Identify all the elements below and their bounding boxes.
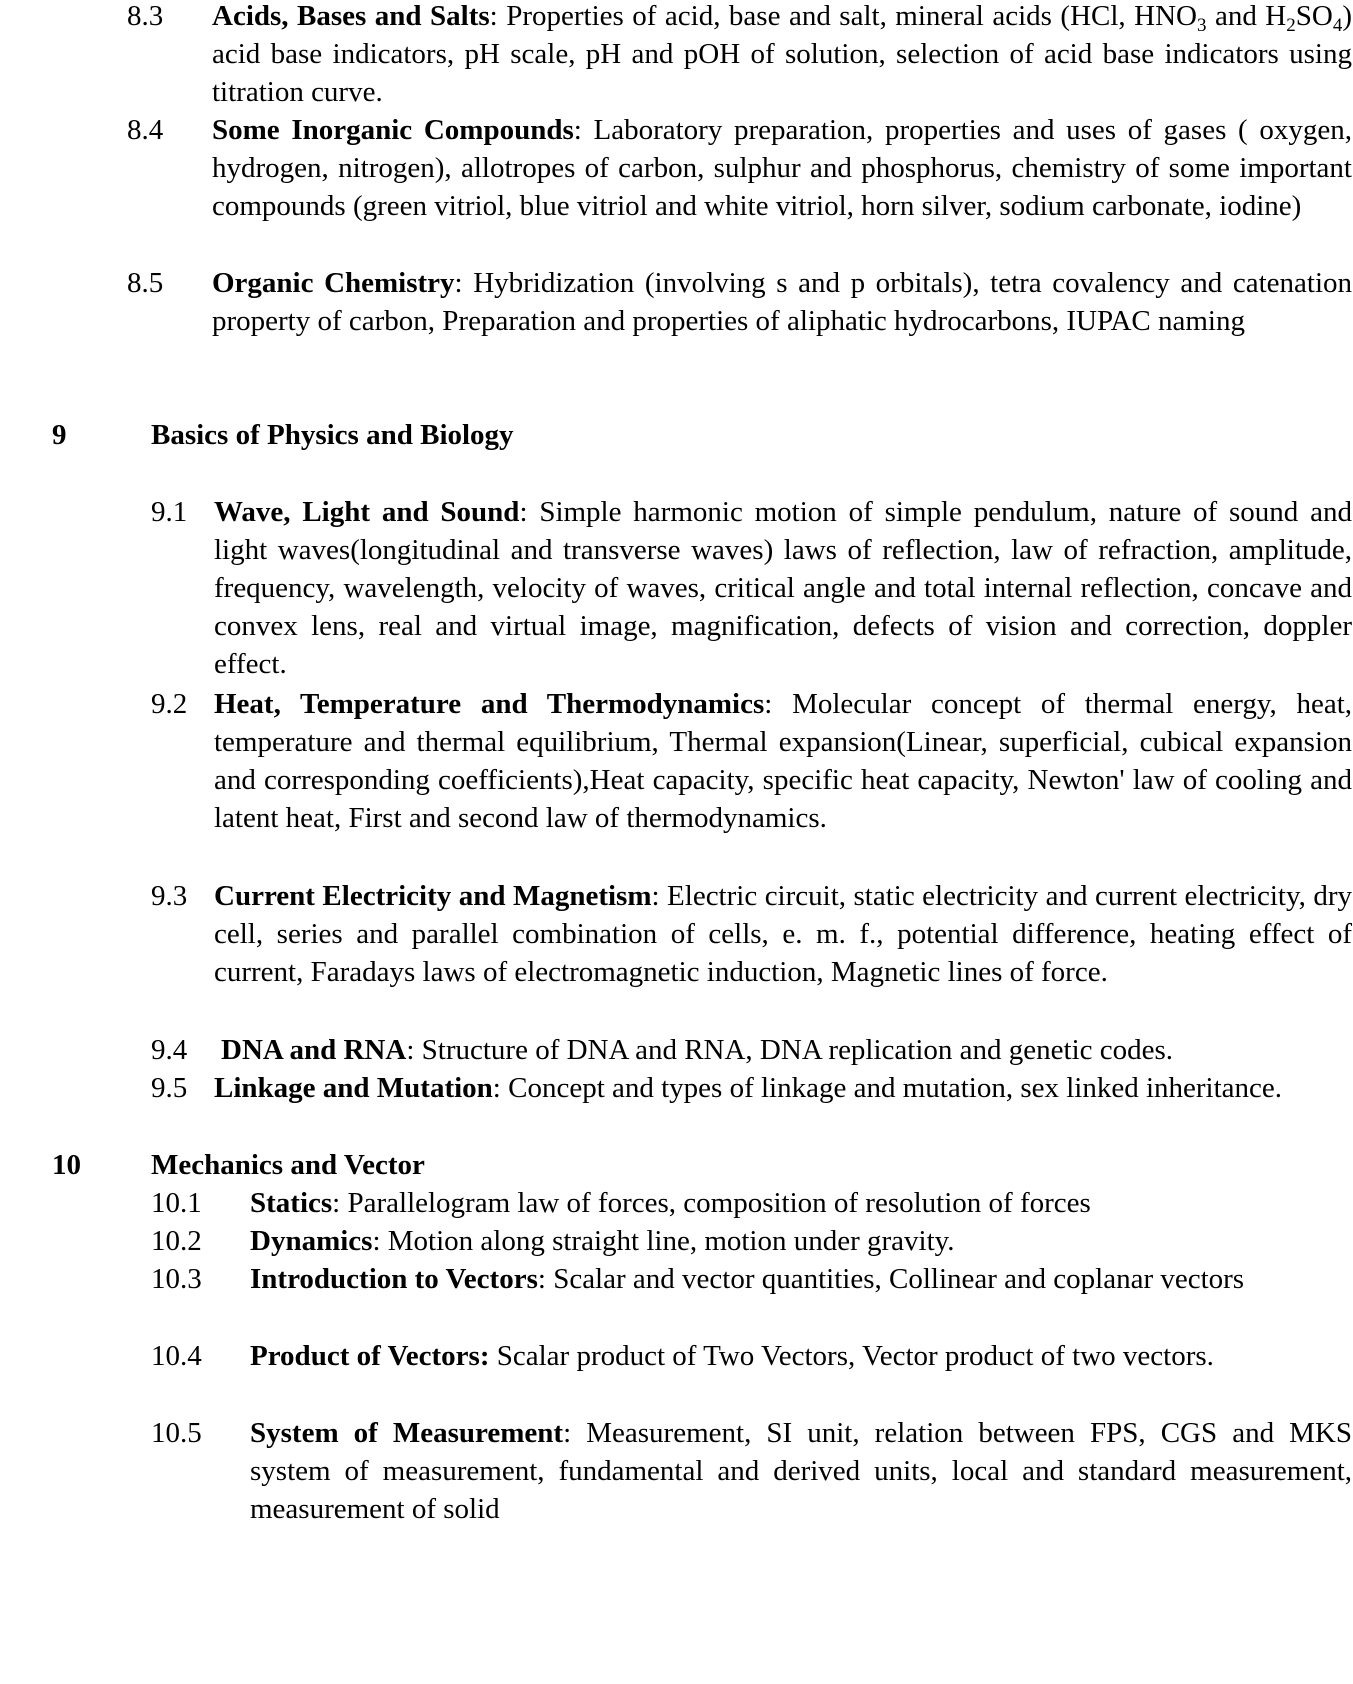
- item-number: 8.3: [127, 0, 164, 32]
- item-title: Product of Vectors:: [250, 1340, 490, 1372]
- item-title: Some Inorganic Compounds: [212, 114, 574, 146]
- syllabus-item-10-5: System of Measurement: Measurement, SI unit, relation between FPS, CGS and MKS system of measurement, fundamental and derived units, local and standard measurement, measurement of solid: [250, 1417, 1352, 1525]
- section-number: 10: [52, 1149, 81, 1181]
- item-number: 8.4: [127, 114, 164, 146]
- item-number: 10.2: [151, 1225, 202, 1257]
- item-title: Introduction to Vectors: [250, 1263, 538, 1295]
- item-number: 9.2: [151, 688, 188, 720]
- item-number: 9.1: [151, 496, 188, 528]
- section-title: Mechanics and Vector: [151, 1149, 425, 1181]
- item-number: 8.5: [127, 267, 164, 299]
- item-title: Acids, Bases and Salts: [212, 0, 490, 32]
- syllabus-item-10-2: Dynamics: Motion along straight line, motion under gravity.: [250, 1225, 955, 1257]
- item-title: Linkage and Mutation: [214, 1072, 493, 1104]
- item-title: Statics: [250, 1187, 333, 1219]
- syllabus-item-9-1: Wave, Light and Sound: Simple harmonic motion of simple pendulum, nature of sound and light waves(longitudinal and transverse waves) laws of reflection, law of refraction, amplitude, frequency, wavelength, velocity of waves, critical angle and total internal reflection, concave and convex lens, real and virtual image, magnification, defects of vision and correction, doppler effect.: [214, 496, 1352, 680]
- item-title: Current Electricity and Magnetism: [214, 880, 652, 912]
- syllabus-item-9-5: Linkage and Mutation: Concept and types of linkage and mutation, sex linked inheritance.: [214, 1072, 1283, 1104]
- syllabus-item-10-1: Statics: Parallelogram law of forces, composition of resolution of forces: [250, 1187, 1091, 1219]
- syllabus-item-8-3: Acids, Bases and Salts: Properties of acid, base and salt, mineral acids (HCl, $HNO_3$ and $H_2SO_4$) acid base indicators, pH scale, pH and pOH of solution, selection of acid base indicators using titration curve.: [212, 0, 1352, 108]
- section-title: Basics of Physics and Biology: [151, 419, 514, 451]
- item-number: 10.5: [151, 1417, 202, 1449]
- item-title: Wave, Light and Sound: [214, 496, 520, 528]
- item-number: 9.5: [151, 1072, 188, 1104]
- item-title: Heat, Temperature and Thermodynamics: [214, 688, 765, 720]
- syllabus-item-10-4: Product of Vectors: Scalar product of Two Vectors, Vector product of two vectors.: [250, 1340, 1214, 1372]
- syllabus-item-10-3: Introduction to Vectors: Scalar and vector quantities, Collinear and coplanar vectors: [250, 1263, 1245, 1295]
- item-number: 10.1: [151, 1187, 202, 1219]
- item-title: DNA and RNA: [221, 1034, 407, 1066]
- syllabus-item-8-5: Organic Chemistry: Hybridization (involving s and p orbitals), tetra covalency and catenation property of carbon, Preparation and properties of aliphatic hydrocarbons, IUPAC naming: [212, 267, 1352, 337]
- item-title: System of Measurement: [250, 1417, 564, 1449]
- syllabus-item-9-2: Heat, Temperature and Thermodynamics: Molecular concept of thermal energy, heat, temperature and thermal equilibrium, Thermal expansion(Linear, superficial, cubical expansion and corresponding coefficients),Heat capacity, specific heat capacity, Newton' law of cooling and latent heat, First and second law of thermodynamics.: [214, 688, 1352, 834]
- syllabus-item-8-4: Some Inorganic Compounds: Laboratory preparation, properties and uses of gases ( oxygen, hydrogen, nitrogen), allotropes of carbon, sulphur and phosphorus, chemistry of some important compounds (green vitriol, blue vitriol and white vitriol, horn silver, sodium carbonate, iodine): [212, 114, 1352, 222]
- syllabus-item-9-4: DNA and RNA: Structure of DNA and RNA, DNA replication and genetic codes.: [221, 1034, 1174, 1066]
- item-number: 10.4: [151, 1340, 202, 1372]
- syllabus-item-9-3: Current Electricity and Magnetism: Electric circuit, static electricity and current electricity, dry cell, series and parallel combination of cells, e. m. f., potential difference, heating effect of current, Faradays laws of electromagnetic induction, Magnetic lines of force.: [214, 880, 1352, 988]
- item-number: 10.3: [151, 1263, 202, 1295]
- section-number: 9: [52, 419, 67, 451]
- item-title: Dynamics: [250, 1225, 373, 1257]
- item-number: 9.4: [151, 1034, 188, 1066]
- item-number: 9.3: [151, 880, 188, 912]
- item-title: Organic Chemistry: [212, 267, 455, 299]
